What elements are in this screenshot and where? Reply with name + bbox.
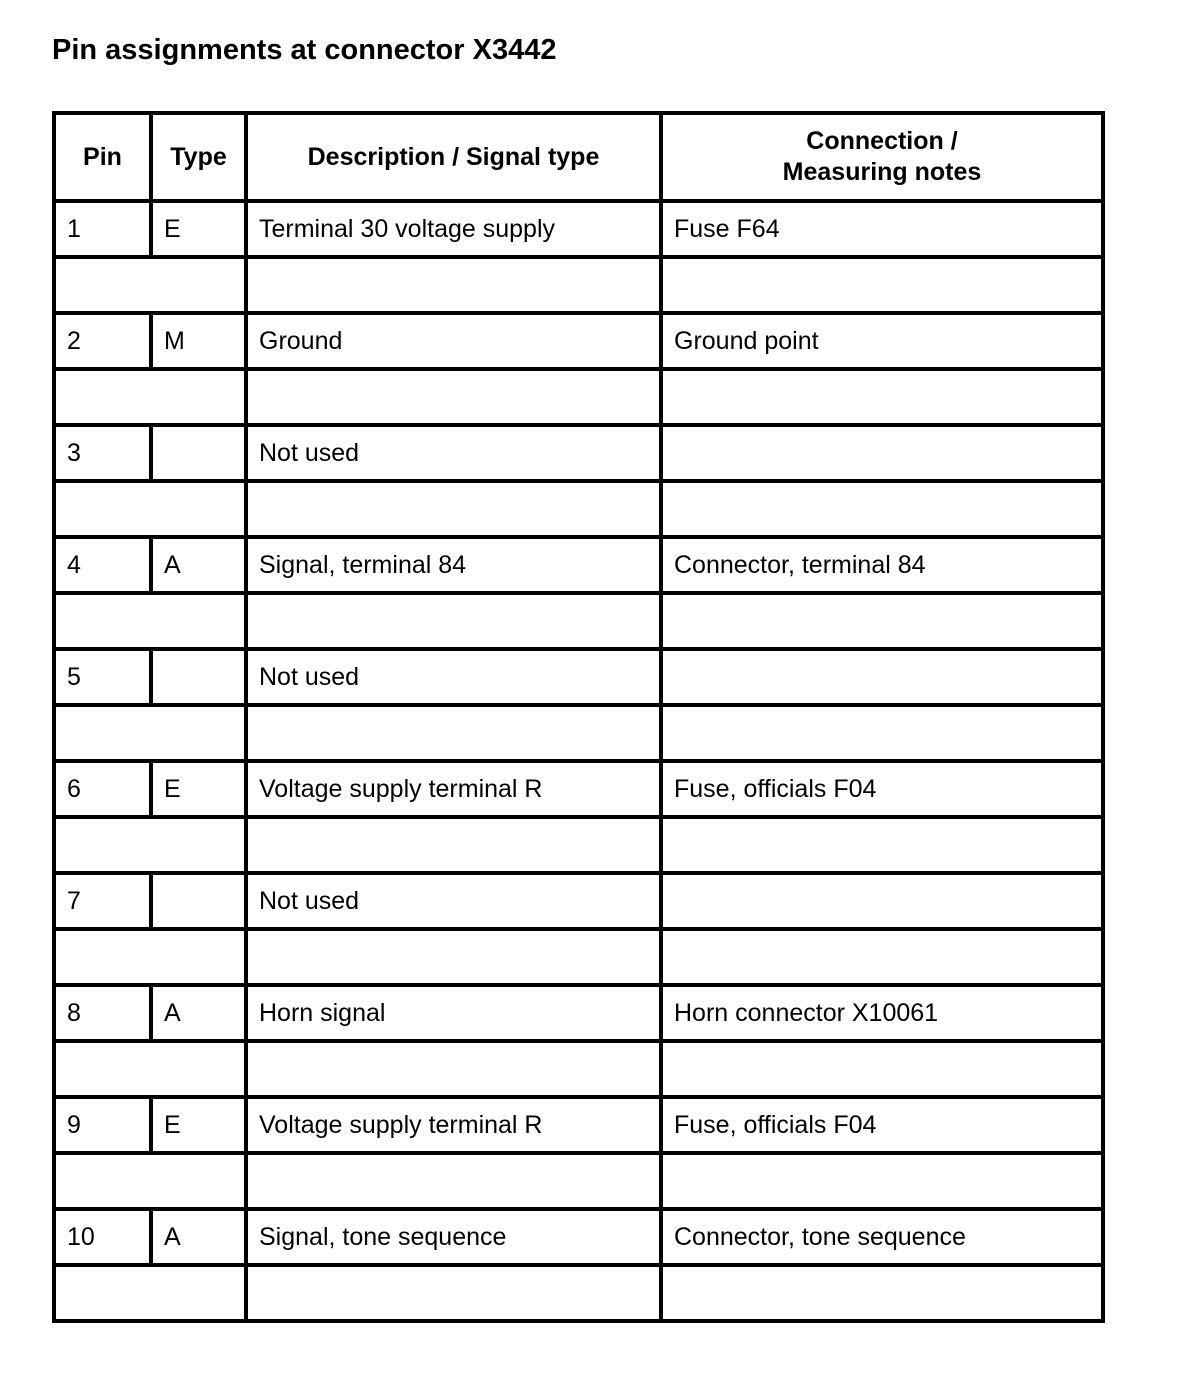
spacer-cell — [246, 929, 661, 985]
spacer-cell — [661, 481, 1103, 537]
spacer-cell — [661, 929, 1103, 985]
connection-cell: Ground point — [661, 313, 1103, 369]
spacer-cell — [54, 1153, 246, 1209]
table-row — [54, 873, 1103, 929]
spacer-cell — [246, 257, 661, 313]
spacer-row — [54, 593, 1103, 649]
connection-cell: Fuse, officials F04 — [661, 1097, 1103, 1153]
spacer-cell — [661, 257, 1103, 313]
header-type: Type — [151, 113, 246, 201]
header-connection-line1: Connection / — [806, 127, 958, 155]
spacer-cell — [246, 481, 661, 537]
spacer-cell — [246, 817, 661, 873]
connection-cell — [661, 649, 1103, 705]
pin-cell: 6 — [54, 761, 151, 817]
spacer-row — [54, 1041, 1103, 1097]
header-connection — [661, 113, 1103, 201]
pin-assignment-table — [52, 111, 1105, 1323]
connection-cell: Connector, terminal 84 — [661, 537, 1103, 593]
spacer-cell — [661, 1041, 1103, 1097]
pin-cell: 10 — [54, 1209, 151, 1265]
description-cell: Not used — [246, 873, 661, 929]
pin-cell: 2 — [54, 313, 151, 369]
table-body — [54, 201, 1103, 1321]
spacer-cell — [54, 929, 246, 985]
spacer-cell — [661, 705, 1103, 761]
spacer-cell — [246, 1153, 661, 1209]
spacer-row — [54, 817, 1103, 873]
table-row — [54, 1097, 1103, 1153]
table-row — [54, 761, 1103, 817]
spacer-cell — [54, 705, 246, 761]
header-row — [54, 113, 1103, 201]
description-cell: Not used — [246, 649, 661, 705]
page-title: Pin assignments at connector X3442 — [52, 34, 557, 66]
description-cell: Signal, terminal 84 — [246, 537, 661, 593]
spacer-row — [54, 481, 1103, 537]
pin-cell: 1 — [54, 201, 151, 257]
type-cell — [151, 873, 246, 929]
type-cell: A — [151, 537, 246, 593]
spacer-cell — [246, 1041, 661, 1097]
connection-cell: Fuse, officials F04 — [661, 761, 1103, 817]
spacer-row — [54, 1153, 1103, 1209]
spacer-cell — [54, 817, 246, 873]
spacer-cell — [54, 369, 246, 425]
table-row — [54, 649, 1103, 705]
table-row — [54, 985, 1103, 1041]
type-cell: E — [151, 201, 246, 257]
spacer-row — [54, 257, 1103, 313]
type-cell: E — [151, 761, 246, 817]
pin-cell: 8 — [54, 985, 151, 1041]
type-cell: A — [151, 1209, 246, 1265]
spacer-cell — [54, 257, 246, 313]
spacer-cell — [246, 593, 661, 649]
spacer-cell — [661, 593, 1103, 649]
header-description: Description / Signal type — [246, 113, 661, 201]
connection-cell: Connector, tone sequence — [661, 1209, 1103, 1265]
spacer-cell — [54, 481, 246, 537]
spacer-row — [54, 369, 1103, 425]
pin-cell: 3 — [54, 425, 151, 481]
description-cell: Ground — [246, 313, 661, 369]
description-cell: Voltage supply terminal R — [246, 761, 661, 817]
spacer-cell — [661, 1153, 1103, 1209]
spacer-row — [54, 929, 1103, 985]
spacer-cell — [54, 593, 246, 649]
type-cell: A — [151, 985, 246, 1041]
table-row — [54, 201, 1103, 257]
description-cell: Terminal 30 voltage supply — [246, 201, 661, 257]
type-cell — [151, 425, 246, 481]
table-row — [54, 1209, 1103, 1265]
spacer-cell — [246, 705, 661, 761]
description-cell: Horn signal — [246, 985, 661, 1041]
spacer-cell — [246, 369, 661, 425]
pin-cell: 5 — [54, 649, 151, 705]
header-connection-line2: Measuring notes — [782, 158, 982, 186]
spacer-cell — [661, 817, 1103, 873]
type-cell: M — [151, 313, 246, 369]
connection-cell — [661, 873, 1103, 929]
spacer-cell — [54, 1265, 246, 1321]
spacer-cell — [661, 1265, 1103, 1321]
type-cell — [151, 649, 246, 705]
pin-cell: 4 — [54, 537, 151, 593]
header-pin: Pin — [54, 113, 151, 201]
connection-cell: Horn connector X10061 — [661, 985, 1103, 1041]
type-cell: E — [151, 1097, 246, 1153]
description-cell: Voltage supply terminal R — [246, 1097, 661, 1153]
table-row — [54, 537, 1103, 593]
description-cell: Signal, tone sequence — [246, 1209, 661, 1265]
spacer-cell — [661, 369, 1103, 425]
pin-cell: 7 — [54, 873, 151, 929]
spacer-row — [54, 1265, 1103, 1321]
spacer-row — [54, 705, 1103, 761]
pin-cell: 9 — [54, 1097, 151, 1153]
table-row — [54, 313, 1103, 369]
spacer-cell — [246, 1265, 661, 1321]
connection-cell — [661, 425, 1103, 481]
table-row — [54, 425, 1103, 481]
description-cell: Not used — [246, 425, 661, 481]
spacer-cell — [54, 1041, 246, 1097]
connection-cell: Fuse F64 — [661, 201, 1103, 257]
